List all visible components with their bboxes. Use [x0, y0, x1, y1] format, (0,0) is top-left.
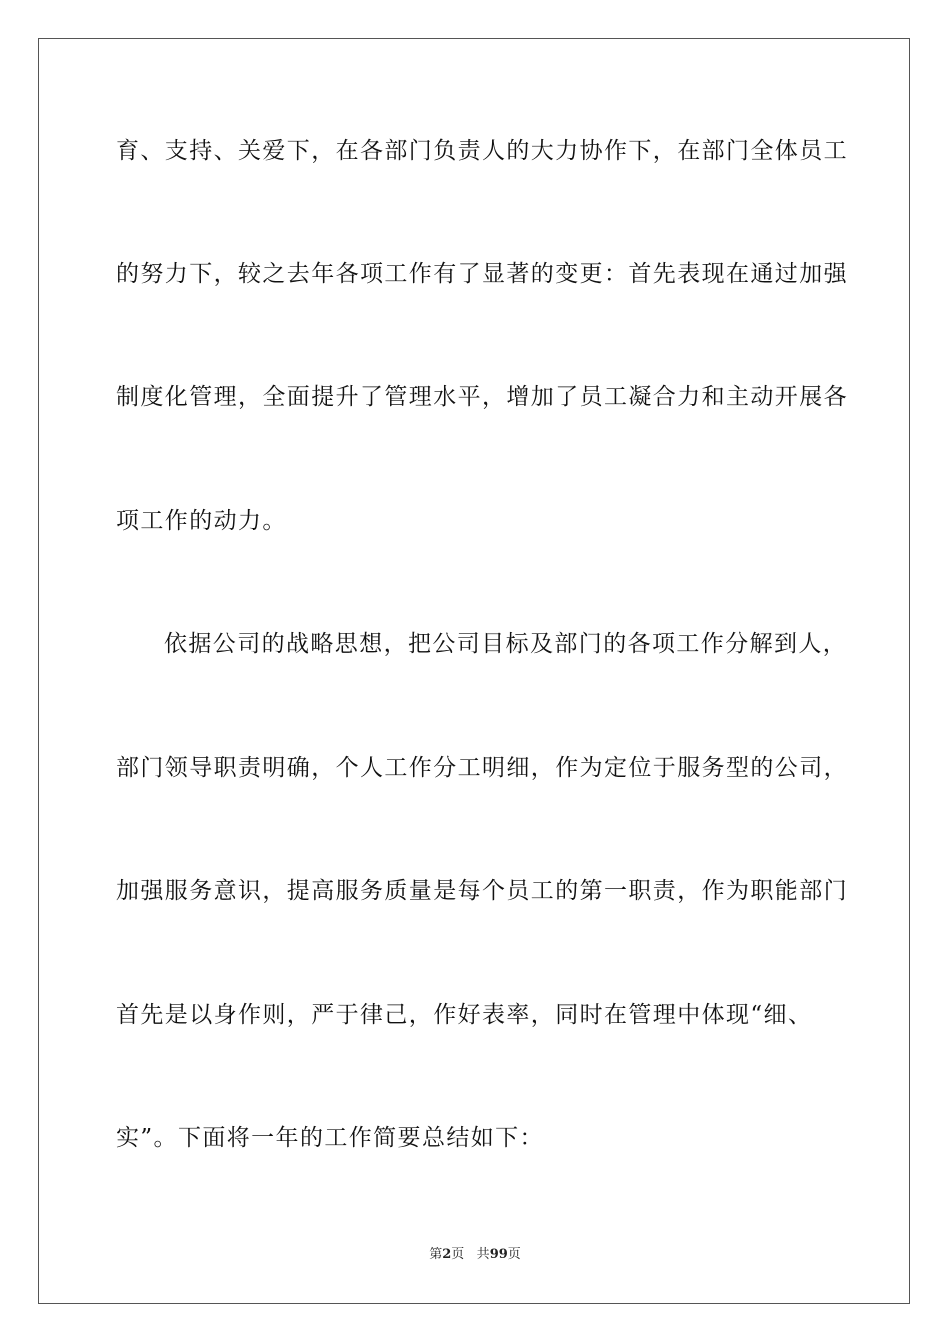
total-prefix: 共: [476, 1247, 490, 1262]
page-frame: [38, 38, 910, 1304]
page-number: 2: [442, 1247, 452, 1262]
page-suffix: 页: [451, 1247, 465, 1262]
paragraph-line: 的努力下，较之去年各项工作有了显著的变更：首先表现在通过加强: [116, 261, 848, 287]
paragraph-line: 部门领导职责明确，个人工作分工明细，作为定位于服务型的公司，: [116, 755, 848, 781]
paragraph-line: 依据公司的战略思想，把公司目标及部门的各项工作分解到人，: [164, 631, 848, 657]
paragraph-line: 项工作的动力。: [116, 508, 287, 534]
total-pages: 99: [489, 1247, 508, 1262]
paragraph-line: 实”。下面将一年的工作简要总结如下：: [116, 1125, 544, 1151]
total-suffix: 页: [507, 1247, 521, 1262]
paragraph-line: 首先是以身作则，严于律己，作好表率，同时在管理中体现“细、: [116, 1002, 813, 1028]
paragraph-line: 制度化管理，全面提升了管理水平，增加了员工凝合力和主动开展各: [116, 384, 848, 410]
page-footer: [0, 1246, 950, 1264]
paragraph-line: 育、支持、关爱下，在各部门负责人的大力协作下，在部门全体员工: [116, 138, 848, 164]
paragraph-line: 加强服务意识，提高服务质量是每个员工的第一职责，作为职能部门: [116, 878, 848, 904]
page-prefix: 第: [429, 1247, 443, 1262]
